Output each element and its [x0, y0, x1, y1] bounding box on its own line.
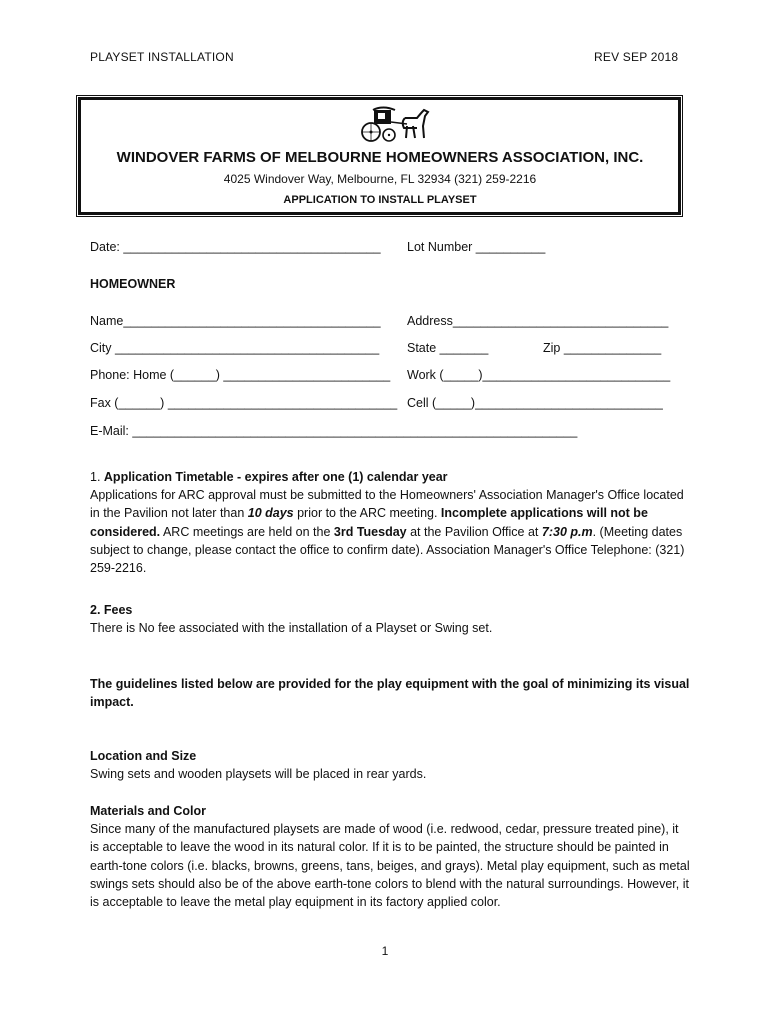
section-materials-title: Materials and Color: [90, 804, 206, 818]
section-fees-title: 2. Fees: [90, 603, 133, 617]
date-field[interactable]: Date: _____________________________________: [90, 240, 381, 254]
city-field[interactable]: City ______________________________________: [90, 341, 380, 355]
fax-field[interactable]: Fax (______) _________________________________: [90, 396, 398, 410]
section-location-body: Swing sets and wooden playsets will be placed in rear yards.: [90, 767, 427, 782]
zip-field[interactable]: Zip ______________: [543, 341, 662, 355]
state-field[interactable]: State _______: [407, 341, 489, 355]
work-phone-field[interactable]: Work (_____)___________________________: [407, 368, 671, 382]
header-title: PLAYSET INSTALLATION: [90, 50, 234, 64]
guidelines-intro: The guidelines listed below are provided for the play equipment with the goal of minimizing its visual impact.: [90, 677, 690, 710]
home-phone-field[interactable]: Phone: Home (______) ________________________: [90, 368, 391, 382]
homeowner-heading: HOMEOWNER: [90, 277, 176, 291]
section-materials-body: Since many of the manufactured playsets are made of wood (i.e. redwood, cedar, pressure treated pine), it is acceptable to leave the wood in its natural color. If it is to be painted, the structure should be painted in earth-tone colors (i.e. blacks, browns, greens, tans, beiges, and grays). Metal play equipment, such as metal swings sets should also be of the above earth-tone colors to blend with the natural surroundings. However, it is acceptable to leave the metal play equipment in its factory applied color.: [90, 822, 690, 910]
section-location-title: Location and Size: [90, 749, 197, 763]
form-title: APPLICATION TO INSTALL PLAYSET: [283, 194, 477, 206]
section-fees-body: There is No fee associated with the installation of a Playset or Swing set.: [90, 621, 493, 636]
horse-carriage-logo: [357, 104, 431, 144]
lot-number-field[interactable]: Lot Number __________: [407, 240, 546, 254]
section-timetable-body: Applications for ARC approval must be submitted to the Homeowners' Association Manager's Office located in the Pavilion not later than 10 days prior to the ARC meeting. Incomplete applications will not be considered. ARC meetings are held on the 3rd Tuesday at the Pavilion Office at 7:30 p.m. (Meeting dates subject to change, please contact the office to confirm date). Association Manager's Office Telephone: (321) 259-2216.: [90, 488, 685, 576]
section-location: [90, 747, 690, 783]
cell-phone-field[interactable]: Cell (_____)___________________________: [407, 396, 663, 410]
association-name: WINDOVER FARMS OF MELBOURNE HOMEOWNERS ASSOCIATION, INC.: [116, 149, 644, 166]
address-field[interactable]: Address_______________________________: [407, 314, 669, 328]
header-revision: REV SEP 2018: [594, 50, 679, 64]
section-timetable-title: 1. Application Timetable - expires after one (1) calendar year: [90, 470, 448, 484]
association-address: 4025 Windover Way, Melbourne, FL 32934 (321) 259-2216: [223, 172, 537, 186]
email-field[interactable]: E-Mail: ________________________________________________________________: [90, 424, 578, 438]
section-timetable: [90, 468, 690, 577]
page-number: 1: [381, 944, 389, 958]
section-fees: [90, 601, 690, 637]
section-materials: [90, 802, 690, 911]
name-field[interactable]: Name_____________________________________: [90, 314, 381, 328]
